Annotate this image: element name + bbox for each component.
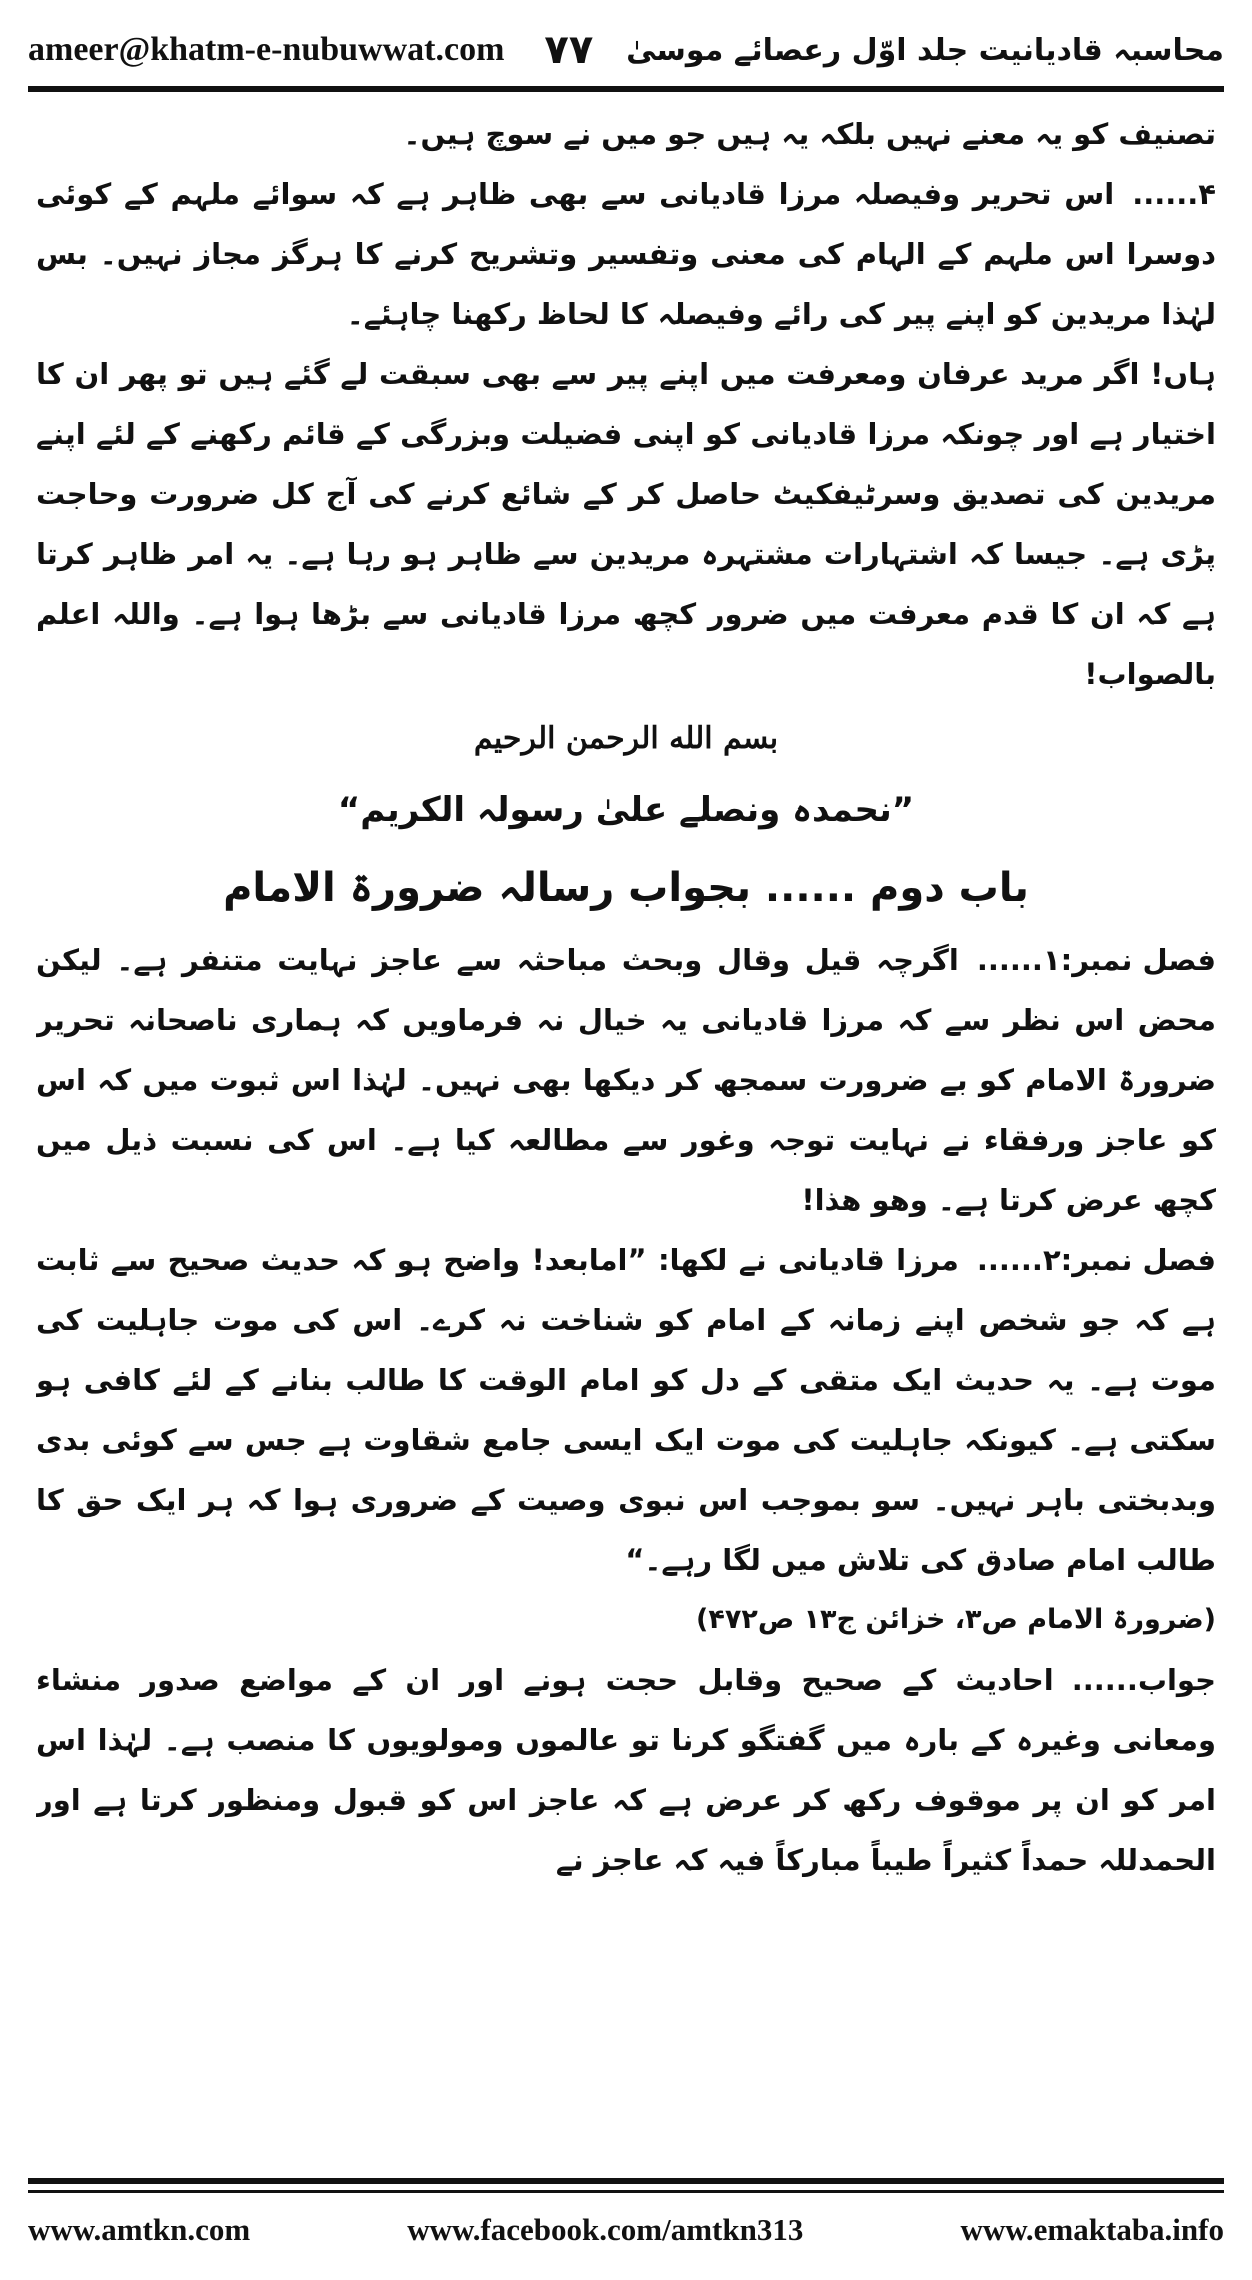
section-2 (36, 1230, 1216, 1590)
header-email: ameer@khatm-e-nubuwwat.com (28, 31, 505, 68)
section-1 (36, 930, 1216, 1230)
paragraph-2-number: ۴...... (1132, 177, 1216, 211)
paragraph-2 (36, 164, 1216, 344)
section-1-text: اگرچہ قیل وقال وبحث مباحثہ سے عاجز نہایت متنفر ہے۔ لیکن محض اس نظر سے کہ مرزا قادیانی یہ خیال نہ فرماویں کہ ہماری ناصحانہ تحریر ضرورۃ الامام کو بے ضرورت سمجھ کر دیکھا بھی نہیں۔ لہٰذا اس ثبوت میں کہ اس کو عاجز ورفقاء نے نہایت توجہ وغور سے مطالعہ کیا ہے۔ اس کی نسبت ذیل میں کچھ عرض کرتا ہے۔ وھو ھذا! (36, 943, 1216, 1217)
section-1-label: فصل نمبر:۱...... (976, 943, 1216, 977)
page-body (36, 104, 1216, 2160)
paragraph-1: تصنیف کو یہ معنے نہیں بلکہ یہ ہیں جو میں نے سوچ ہیں۔ (403, 117, 1216, 151)
page-header (28, 18, 1224, 82)
answer-label: جواب...... (1071, 1663, 1216, 1697)
section-2-text: مرزا قادیانی نے لکھا: ”امابعد! واضح ہو کہ حدیث صحیح سے ثابت ہے کہ جو شخص اپنے زمانہ کے امام کو شناخت نہ کرے۔ اس کی موت جاہلیت کی موت ہے۔ یہ حدیث ایک متقی کے دل کو امام الوقت کا طالب بنانے کے لئے کافی ہو سکتی ہے۔ کیونکہ جاہلیت کی موت ایک ایسی جامع شقاوت ہے جس سے کوئی بدی وبدبختی باہر نہیں۔ سو بموجب اس نبوی وصیت کے ضروری ہوا کہ ہر ایک حق کا طالب امام صادق کی تلاش میں لگا رہے۔“ (36, 1243, 1216, 1577)
footer-link-amtkn[interactable]: www.amtkn.com (28, 2212, 251, 2247)
paragraph-2-text: اس تحریر وفیصلہ مرزا قادیانی سے بھی ظاہر ہے کہ سوائے ملہم کے کوئی دوسرا اس ملہم کے الہام کی معنی وتفسیر وتشریح کرنے کا ہرگز مجاز نہیں۔ بس لہٰذا مریدین کو اپنے پیر کی رائے وفیصلہ کا لحاظ رکھنا چاہئے۔ (36, 177, 1216, 331)
section-2-label: فصل نمبر:۲...... (976, 1243, 1216, 1277)
bismillah: بسم الله الرحمن الرحيم (473, 721, 779, 756)
footer-link-facebook[interactable]: www.facebook.com/amtkn313 (407, 2212, 804, 2247)
footer-rule-thick (28, 2178, 1224, 2184)
header-left (28, 27, 593, 73)
chapter-title: باب دوم ...... بجواب رسالہ ضرورۃ الامام (223, 865, 1029, 911)
header-rule (28, 86, 1224, 92)
footer-link-emaktaba[interactable]: www.emaktaba.info (960, 2212, 1224, 2247)
page-number: ۷۷ (544, 27, 594, 73)
hamd-line: ”نحمدہ ونصلے علیٰ رسولہ الکریم“ (337, 790, 915, 830)
answer (36, 1650, 1216, 1890)
page-footer (28, 2200, 1224, 2260)
section-2-reference: (ضرورۃ الامام ص۳، خزائن ج۱۳ ص۴۷۲) (696, 1604, 1216, 1635)
book-title: محاسبہ قادیانیت جلد اوّل رعصائے موسیٰ (626, 32, 1224, 68)
paragraph-3: ہاں! اگر مرید عرفان ومعرفت میں اپنے پیر سے بھی سبقت لے گئے ہیں تو پھر ان کا اختیار ہے اور چونکہ مرزا قادیانی کو اپنی فضیلت وبزرگی کے قائم رکھنے کے لئے اپنے مریدین کی تصدیق وسرٹیفکیٹ حاصل کر کے شائع کرنے کی آج کل ضرورت وحاجت پڑی ہے۔ جیسا کہ اشتہارات مشتہرہ مریدین سے ظاہر ہو رہا ہے۔ یہ امر ظاہر کرتا ہے کہ ان کا قدم معرفت میں ضرور کچھ مرزا قادیانی سے بڑھا ہوا ہے۔ واللہ اعلم بالصواب! (36, 357, 1216, 691)
answer-text: احادیث کے صحیح وقابل حجت ہونے اور ان کے مواضع صدور منشاء ومعانی وغیرہ کے بارہ میں گفتگو کرنا تو عالموں ومولویوں کا منصب ہے۔ لہٰذا اس امر کو ان پر موقوف رکھ کر عرض ہے کہ عاجز اس کو قبول ومنظور کرتا ہے اور الحمدللہ حمداً کثیراً طیباً مبارکاً فیہ کہ عاجز نے (36, 1663, 1216, 1877)
footer-rule-thin (28, 2190, 1224, 2193)
